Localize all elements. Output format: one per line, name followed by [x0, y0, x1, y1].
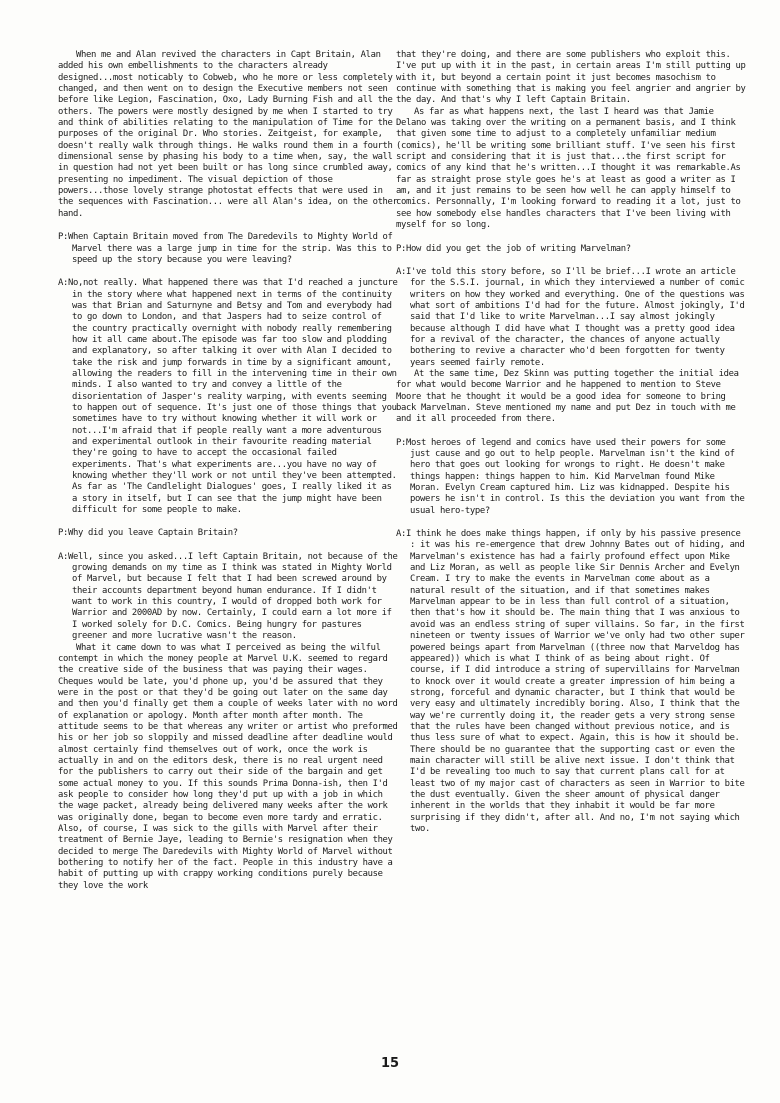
paragraph-publishers-exploit: that they're doing, and there are some publishers who exploit this. I've put up with it in the past, in certain areas I'm still putting up with it, but beyond a certain point it just becomes masochism to continue with something that is making you feel angrier and angrier by the day. And that's why I left Captain Britain.: [396, 50, 746, 106]
answer-marvelman-job: A:I've told this story before, so I'll be brief...I wrote an article for the S.S.I. journal, in which they interviewed a number of comic writers on how they worked and everything. One of the questions was what sort of ambitions I'd had for the future. Almost jokingly, I'd said that I'd like to write Marvelman...I say almost jokingly because although I did have what I thought was a pretty good idea for a revival of the character, the chances of anyone actually bothering to revive a character who'd been forgotten for twenty years seemed fairly remote.: [396, 266, 745, 368]
answer-hero-type: A:I think he does make things happen, if only by his passive presence : it was his re-emergence that drew Johnny Bates out of hiding, and Marvelman's existence has had a fairly profound effect upon Mike and Liz Moran, as well as people like Sir Dennis Archer and Evelyn Cream. I try to make the events in Marvelman come about as a natural result of the situation, and if that sometimes makes Marvelman appear to be in less than full control of a situation, then that's how it should be. The main thing that I was anxious to avoid was an endless string of super villains. So far, in the first nineteen or twenty issues of Warrior we've only had two other super powered beings apart from Marvelman ((three now that Marveldog has appeared)) which is what I think of as being about right. Of course, if I did introduce a string of supervillains for Marvelman to knock over it would create a greater impression of him being a strong, forceful and dynamic character, but I think that would be very easy and ultimately incredibly boring. Also, I think that the way we're currently doing it, the reader gets a very strong sense that the rules have been changed without previous notice, and is thus less sure of what to expect. Again, this is how it should be. There should be no guarantee that the supporting cast or even the main character will still be alive next issue. I don't think that I'd be revealing too much to say that current plans call for at least two of my major cast of characters as seen in Warrior to bite the dust eventually. Given the sheer amount of physical danger inherent in the worlds that they inhabit it would be far more surprising if they didn't, after all. And no, I'm not saying which two.: [396, 529, 745, 834]
question-hero-type: P:Most heroes of legend and comics have used their powers for some just cause and go out to help people. Marvelman isn't the kind of hero that goes out looking for wrongs to right. He doesn't make things happen: things happen to him. Kid Marvelman found Mike Moran. Evelyn Cream captured him. Liz was kidnapped. Despite his powers he isn't in control. Is this the deviation you want from the usual hero-type?: [396, 437, 745, 516]
answer-leaving-captain-britain-continued: What it came down to was what I perceived as being the wilful contempt in which the money people at Marvel U.K. seemed to regard the creative side of the business that was paying their wages. Cheques would be late, you'd phone up, you'd be assured that they were in the post or that they'd be going out later on the same day and then you'd finally get them a couple of weeks later with no word of explanation or apology. Month after month after month. The attitude seems to be that whereas any writer or artist who preformed his or her job so sloppily and missed deadline after deadline would almost certainly find themselves out of work, once the work is actually in and on the editors desk, there is no real urgent need for the publishers to carry out their side of the bargain and get some actual money to you. If this sounds Prima Donna-ish, then I'd ask people to consider how long they'd put up with a job in which the wage packet, already being delivered many weeks after the work was originally done, began to become even more tardy and erratic. Also, of course, I was sick to the gills with Marvel after their treatment of Bernie Jaye, leading to Bernie's resignation when they decided to merge The Daredevils with Mighty World of Marvel without bothering to notify her of the fact. People in this industry have a habit of putting up with crappy working conditions purely because they love the work: [58, 642, 398, 891]
paragraph-capt-britain-characters: When me and Alan revived the characters in Capt Britain, Alan added his own embellishments to the characters already designed...most noticably to Cobweb, who he more or less completely changed, and then went on to design the Executive members not seen before like Legion, Fascination, Oxo, Lady Burning Fish and all the others. The powers were mostly designed by me when I started to try and think of abilities relating to the manipulation of Time for the purposes of the original Dr. Who stories. Zeitgeist, for example, doesn't really walk through things. He walks round them in a fourth dimensional sense by phasing his body to a time when, say, the wall in question had not yet been built or has long since crumbled away, presenting no impediment. The visual depiction of those powers...those lovely strange photostat effects that were used in the sequences with Fascination... were all Alan's idea, on the other hand.: [58, 50, 398, 219]
paragraph-jamie-delano: As far as what happens next, the last I heard was that Jamie Delano was taking over the writing on a permanent basis, and I think that given some time to adjust to a completely unfamiliar medium (comics), he'll be writing some brilliant stuff. I've seen his first script and considering that it is just that...the first script for comics of any kind that he's written...I thought it was remarkable.As far as straight prose style goes he's at least as good a writer as I am, and it just remains to be seen how well he can apply himself to comics. Personnally, I'm looking forward to reading it a lot, just to see how somebody else handles characters that I've been living with myself for so long.: [396, 106, 741, 231]
question-marvelman-job: P:How did you get the job of writing Marvelman?: [396, 243, 631, 254]
page-number: 15: [380, 1056, 400, 1071]
answer-leaving-captain-britain: A:Well, since you asked...I left Captain Britain, not because of the growing demands on my time as I think was stated in Mighty World of Marvel, but because I felt that I had been screwed around by their accounts department beyond human endurance. If I didn't want to work in this country, I would of dropped both work for Warrior and 2000AD by now. Certainly, I could earn a lot more if I worked solely for D.C. Comics. Being hungry for pastures greener and more lucrative wasn't the reason.: [58, 551, 398, 642]
left-column: [58, 50, 398, 892]
answer-marvelman-job-continued: At the same time, Dez Skinn was putting together the initial idea for what would become Warrior and he happened to mention to Steve Moore that he thought it would be a good idea for someone to bring back Marvelman. Steve mentioned my name and put Dez in touch with me and it all proceeded from there.: [396, 368, 739, 425]
right-column: [396, 50, 746, 847]
answer-time-jump: A:No,not really. What happened there was that I'd reached a juncture in the story where what happened next in terms of the continuity was that Brian and Saturnyne and Betsy and Tom and everybody had to go down to London, and that Jaspers had to seize control of the country practically overnight with nobody really remembering how it all came about.The episode was far too slow and plodding and explanatory, so after talking it over with Alan I decided to take the risk and jump forwards in time by a significant amount, allowing the readers to fill in the intervening time in their own minds. I also wanted to try and convey a little of the disorientation of Jasper's reality warping, with events seeming to happen out of sequence. It's just one of those things that you sometimes have to try without knowing whether it will work or not...I'm afraid that if people really want a more adventurous and experimental outlook in their favourite reading material they're going to have to accept the occasional failed experiments. That's what experiments are...you have no way of knowing whether they'll work or not until they've been attempted. As far as 'The Candlelight Dialogues' goes, I really liked it as a story in itself, but I can see that the jump might have been difficult for some people to make.: [58, 278, 398, 516]
question-leaving-captain-britain: P:Why did you leave Captain Britain?: [58, 528, 238, 539]
question-daredevils-time-jump: P:When Captain Britain moved from The Daredevils to Mighty World of Marvel there was a large jump in time for the strip. Was this to speed up the story because you were leaving?: [58, 232, 393, 265]
